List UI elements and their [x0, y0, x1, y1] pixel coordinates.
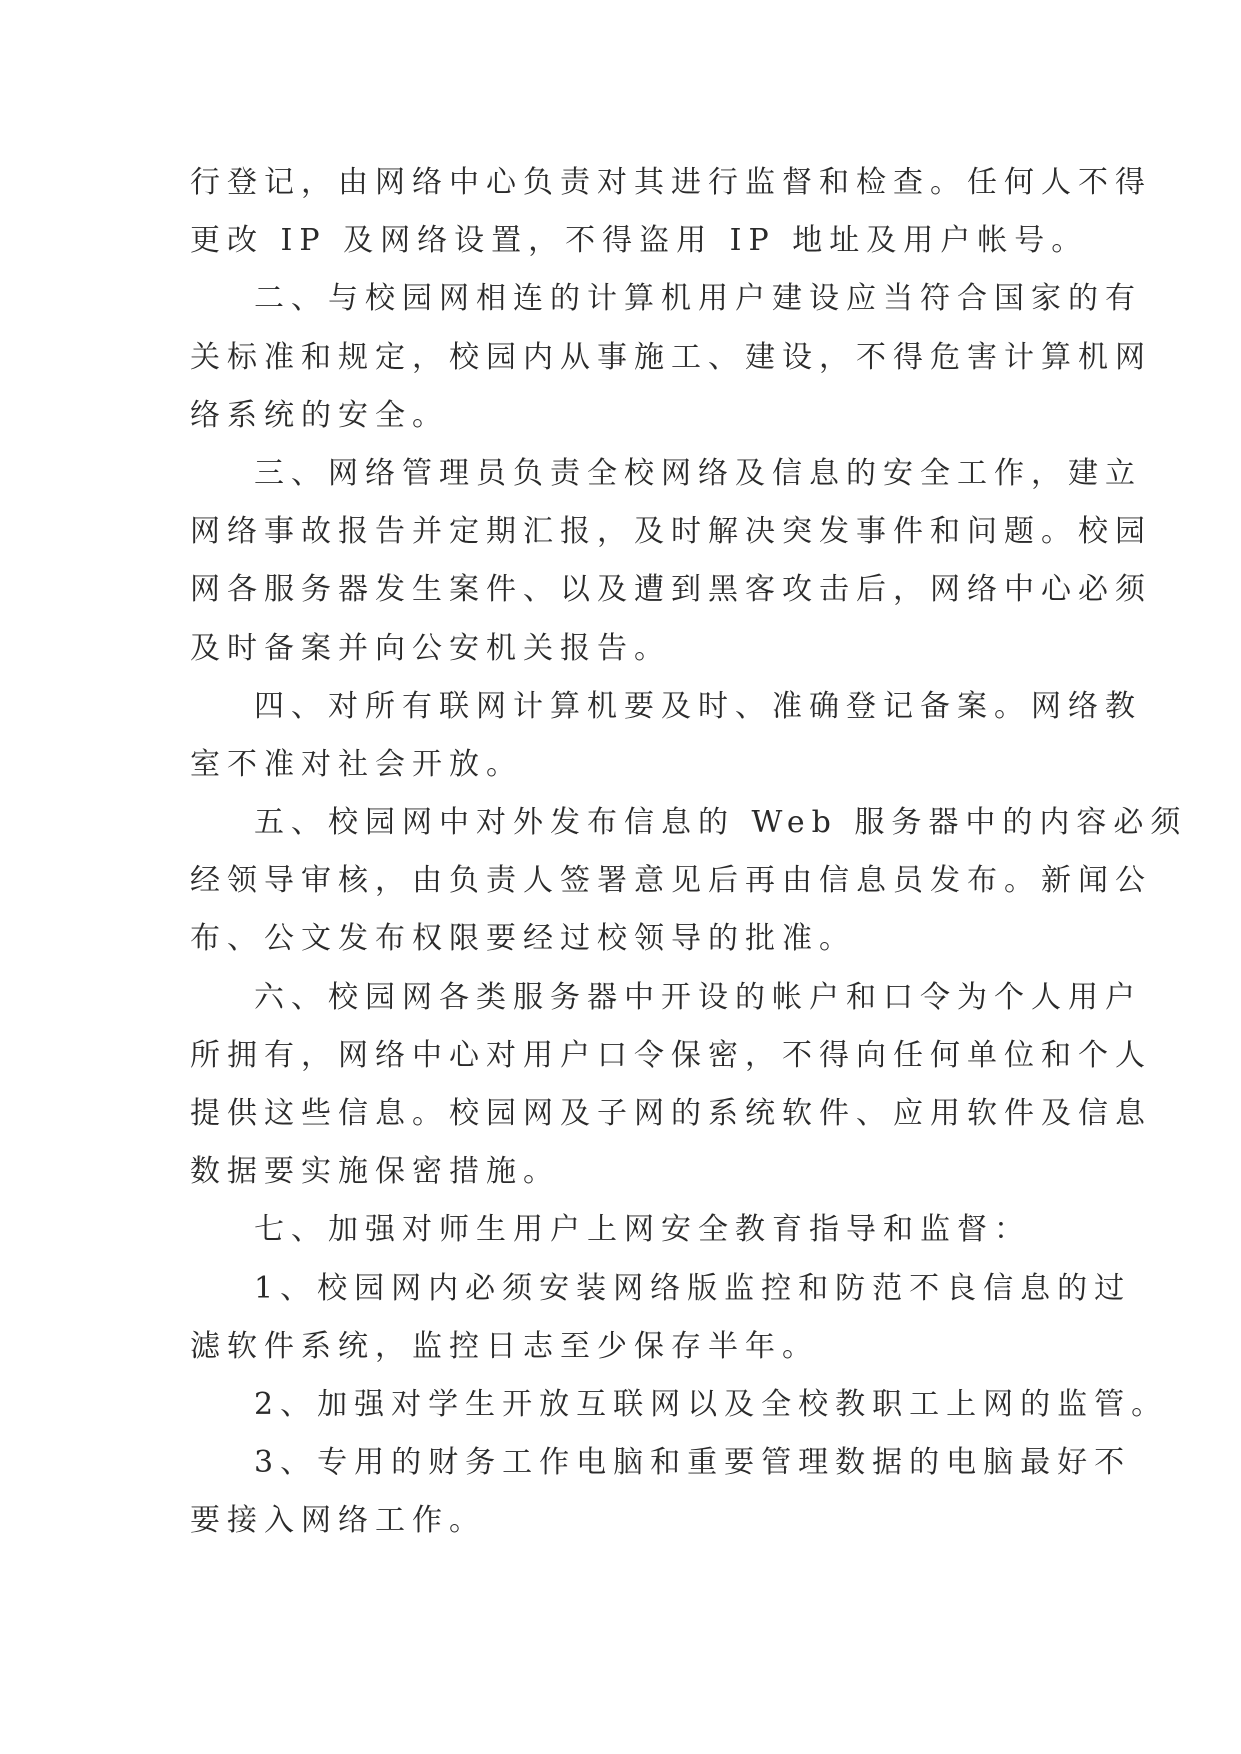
list-item-2: 2、加强对学生开放互联网以及全校教职工上网的监管。	[254, 1386, 1169, 1422]
text-line: 经领导审核，由负责人签署意见后再由信息员发布。新闻公	[190, 863, 1152, 899]
paragraph-4-start: 四、对所有联网计算机要及时、准确登记备案。网络教	[254, 688, 1142, 724]
document-body	[190, 154, 1188, 1551]
list-item-3: 3、专用的财务工作电脑和重要管理数据的电脑最好不	[254, 1445, 1132, 1481]
paragraph-6-start: 六、校园网各类服务器中开设的帐户和口令为个人用户	[254, 979, 1142, 1015]
text-line: 滤软件系统，监控日志至少保存半年。	[190, 1328, 819, 1364]
paragraph-5-start: 五、校园网中对外发布信息的 Web 服务器中的内容必须	[254, 805, 1188, 841]
list-item-1: 1、校园网内必须安装网络版监控和防范不良信息的过	[254, 1270, 1132, 1306]
text-line: 关标准和规定，校园内从事施工、建设，不得危害计算机网	[190, 339, 1152, 375]
paragraph-3-start: 三、网络管理员负责全校网络及信息的安全工作，建立	[254, 455, 1142, 491]
text-line: 数据要实施保密措施。	[190, 1154, 560, 1190]
text-line: 网各服务器发生案件、以及遭到黑客攻击后，网络中心必须	[190, 572, 1152, 608]
paragraph-7-start: 七、加强对师生用户上网安全教育指导和监督：	[254, 1212, 1031, 1248]
text-line: 行登记，由网络中心负责对其进行监督和检查。任何人不得	[190, 165, 1152, 200]
text-line: 网络事故报告并定期汇报，及时解决突发事件和问题。校园	[190, 514, 1152, 550]
text-line: 要接入网络工作。	[190, 1503, 486, 1539]
text-line: 络系统的安全。	[190, 397, 449, 433]
text-line: 提供这些信息。校园网及子网的系统软件、应用软件及信息	[190, 1096, 1152, 1131]
paragraph-2-start: 二、与校园网相连的计算机用户建设应当符合国家的有	[254, 281, 1142, 317]
text-line: 室不准对社会开放。	[190, 746, 523, 782]
text-line: 所拥有，网络中心对用户口令保密，不得向任何单位和个人	[190, 1037, 1152, 1073]
text-line: 布、公文发布权限要经过校领导的批准。	[190, 921, 856, 957]
text-line: 更改 IP 及网络设置，不得盗用 IP 地址及用户帐号。	[190, 223, 1089, 259]
text-line: 及时备案并向公安机关报告。	[190, 630, 671, 666]
